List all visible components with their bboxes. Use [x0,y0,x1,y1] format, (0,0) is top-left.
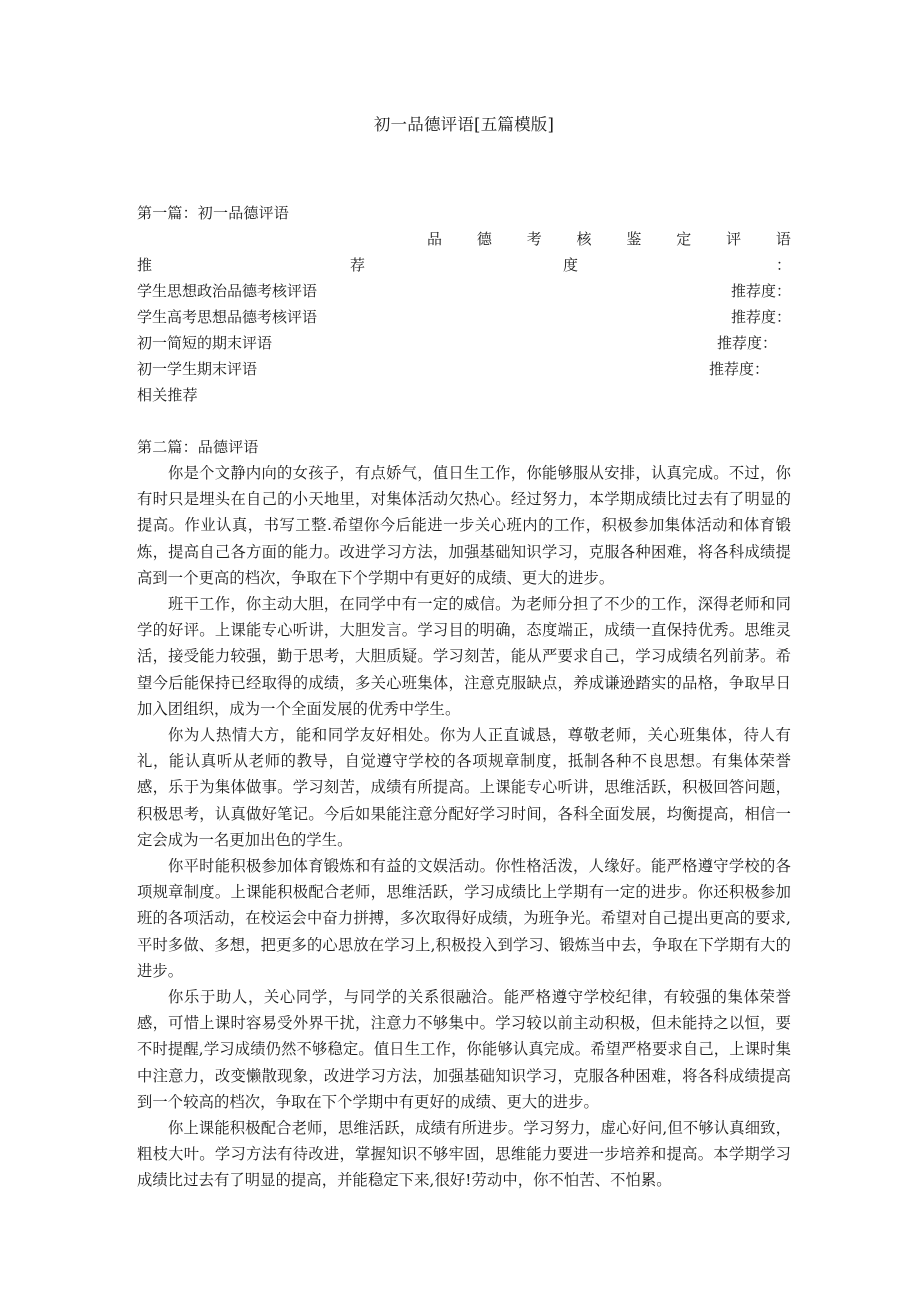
related-recommend-link[interactable]: 相关推荐 [137,386,198,404]
list-item-suffix [731,278,791,304]
section-heading-2: 第二篇：品德评语 [137,438,259,456]
list-item[interactable] [137,330,791,356]
page-title: 初一品德评语[五篇模版] [373,115,555,134]
spread-characters [427,226,791,252]
spread-char: 核 [576,230,592,248]
list-item-title[interactable] [137,304,365,330]
list-item-suffix-text: 推荐度： [730,282,791,300]
recommend-degree-row [137,252,791,278]
list-item-title[interactable] [137,278,365,304]
section-spacer [137,408,791,434]
body-paragraph: 你是个文静内向的女孩子，有点娇气，值日生工作，你能够服从安排，认真完成。不过，你有时只是埋头在自己的小天地里，对集体活动欠热心。经过努力，本学期成绩比过去有了明显的提高。作业认真，书写工整.希望你今后能进一步关心班内的工作，积极参加集体活动和体育锻炼，提高自己各方面的能力。改进学习方法，加强基础知识学习，克服各种困难，将各科成绩提高到一个更高的档次，争取在下个学期中有更好的成绩、更大的进步。 [137,464,791,587]
recommend-char-3: 度 [562,256,578,274]
body-paragraph: 你乐于助人，关心同学，与同学的关系很融洽。能严格遵守学校纪律，有较强的集体荣誉感，可惜上课时容易受外界干扰，注意力不够集中。学习较以前主动积极，但未能持之以恒，要不时提醒,学习成绩仍然不够稳定。值日生工作，你能够认真完成。希望严格要求自己，上课时集中注意力，改变懒散现象，改进学习方法，加强基础知识学习，克服各种困难，将各科成绩提高到一个较高的档次，争取在下个学期中有更好的成绩、更大的进步。 [137,988,791,1111]
spread-char: 品 [427,230,443,248]
spread-char: 语 [775,230,791,248]
spread-spacer [137,226,427,252]
spread-char: 定 [676,230,692,248]
spread-char: 评 [726,230,742,248]
list-item-suffix-text: 推荐度： [717,334,778,352]
document-content [137,0,791,1194]
recommend-char-2: 荐 [349,256,365,274]
list-item-suffix-text: 推荐度： [730,308,791,326]
list-item-suffix [717,330,791,356]
list-item[interactable] [137,278,791,304]
section-heading-1: 第一篇：初一品德评语 [137,204,290,222]
section-1-spread-header [137,226,791,252]
list-item-title[interactable] [137,356,327,382]
list-item[interactable] [137,356,791,382]
list-item-title-text: 初一简短的期末评语 [137,334,273,352]
list-item-title[interactable] [137,330,342,356]
list-item-title-text: 学生思想政治品德考核评语 [137,282,318,300]
list-item-title-text: 初一学生期末评语 [137,360,258,378]
list-item-suffix-text: 推荐度： [709,360,770,378]
body-paragraph: 你平时能积极参加体育锻炼和有益的文娱活动。你性格活泼，人缘好。能严格遵守学校的各项规章制度。上课能积极配合老师，思维活跃，学习成绩比上学期有一定的进步。你还积极参加班的各项活动，在校运会中奋力拼搏，多次取得好成绩，为班争光。希望对自己提出更高的要求,平时多做、多想，把更多的心思放在学习上,积极投入到学习、锻炼当中去，争取在下学期有大的进步。 [137,857,791,980]
list-item-title-text: 学生高考思想品德考核评语 [137,308,318,326]
list-item-suffix [709,356,791,382]
recommend-colon: ： [775,256,791,274]
list-item-suffix [731,304,791,330]
spread-char: 考 [526,230,542,248]
spread-char: 德 [476,230,492,248]
body-paragraph: 班干工作，你主动大胆，在同学中有一定的威信。为老师分担了不少的工作，深得老师和同学的好评。上课能专心听讲，大胆发言。学习目的明确，态度端正，成绩一直保持优秀。思维灵活，接受能力较强，勤于思考，大胆质疑。学习刻苦，能从严要求自己，学习成绩名列前茅。希望今后能保持已经取得的成绩，多关心班集体，注意克服缺点，养成谦逊踏实的品格，争取早日加入团组织，成为一个全面发展的优秀中学生。 [137,595,791,718]
list-item[interactable] [137,304,791,330]
recommend-degree-spread [137,252,791,278]
title-spacer [137,138,791,200]
recommend-char-1: 推 [137,256,153,274]
body-paragraph: 你为人热情大方，能和同学友好相处。你为人正直诚恳，尊敬老师，关心班集体，待人有礼，能认真听从老师的教导，自觉遵守学校的各项规章制度，抵制各种不良思想。有集体荣誉感，乐于为集体做事。学习刻苦，成绩有所提高。上课能专心听讲，思维活跃，积极回答问题，积极思考，认真做好笔记。今后如果能注意分配好学习时间，各科全面发展，均衡提高，相信一定会成为一名更加出色的学生。 [137,726,791,849]
body-paragraph: 你上课能积极配合老师，思维活跃，成绩有所进步。学习努力，虚心好问,但不够认真细致，粗枝大叶。学习方法有待改进，掌握知识不够牢固，思维能力要进一步培养和提高。本学期学习成绩比过去有了明显的提高，并能稳定下来,很好!劳动中，你不怕苦、不怕累。 [137,1119,791,1190]
spread-char: 鉴 [626,230,642,248]
